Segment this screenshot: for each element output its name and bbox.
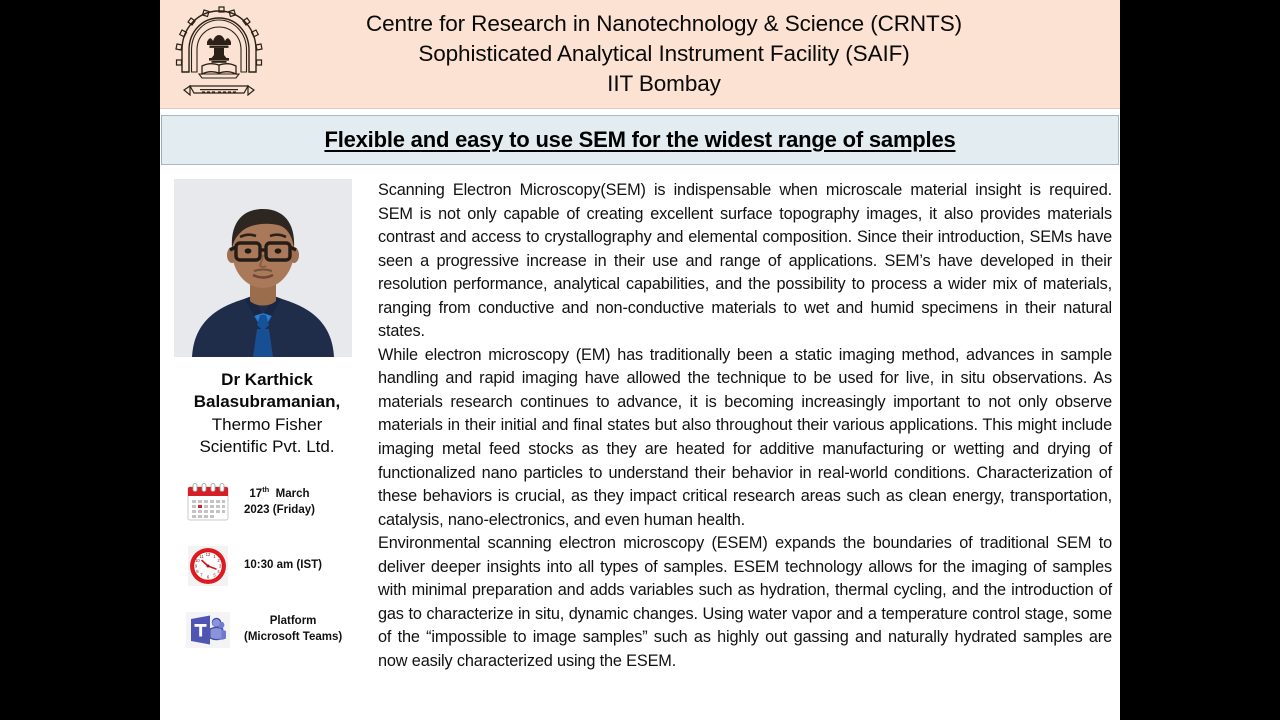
iitb-emblem-icon [173, 6, 265, 102]
svg-text:8: 8 [196, 568, 199, 574]
talk-title: Flexible and easy to use SEM for the widest range of samples [324, 127, 956, 152]
platform-value: (Microsoft Teams) [244, 630, 343, 643]
slide-header [160, 0, 1120, 109]
svg-text:3: 3 [218, 563, 222, 569]
speaker-name-line-2: Balasubramanian, [193, 392, 341, 412]
svg-text:4: 4 [217, 568, 220, 574]
speaker-org-line-2: Scientific Pvt. Ltd. [199, 437, 335, 457]
event-time-row [174, 545, 368, 587]
svg-text:6: 6 [206, 574, 210, 580]
event-platform-text [244, 614, 342, 645]
speaker-portrait-illustration [174, 179, 352, 357]
abstract-paragraph-1: Scanning Electron Microscopy(SEM) is indispensable when microscale material insight is required. SEM is not only capable of creating excellent surface topography images, it also provides materials contrast and access to crystallography and elemental composition. Since their introduction, SEMs have seen a progressive increase in their use and range of applications. SEM’s have developed in their resolution performance, analytical capabilities, and the possibility to process a wider mix of materials, ranging from conductive and non-conductive materials to wet and humid specimens in their natural states. [378, 181, 1112, 341]
clock-icon [182, 545, 234, 587]
speaker-org-line-1: Thermo Fisher [211, 414, 323, 434]
presentation-slide [160, 0, 1120, 720]
microsoft-teams-icon [182, 609, 234, 651]
event-date-text [244, 485, 315, 518]
speaker-column [160, 179, 368, 720]
speaker-photo [174, 179, 352, 357]
svg-text:1: 1 [213, 553, 216, 559]
header-line-3: IIT Bombay [607, 70, 721, 96]
svg-text:2: 2 [217, 557, 220, 563]
iitb-logo [160, 2, 278, 106]
talk-title-band [161, 115, 1119, 165]
platform-label: Platform [269, 615, 317, 628]
event-date-row [174, 481, 368, 523]
svg-text:12: 12 [205, 551, 211, 557]
event-date-year: 2023 (Friday) [244, 503, 315, 516]
abstract-column [368, 179, 1120, 720]
speaker-details [174, 369, 360, 459]
svg-text:9: 9 [194, 563, 198, 569]
event-time-text: 10:30 am (IST) [244, 558, 322, 571]
svg-text:7: 7 [200, 572, 203, 578]
svg-text:5: 5 [213, 572, 216, 578]
event-date-day: 17 [249, 488, 263, 501]
header-line-2: Sophisticated Analytical Instrument Facility (SAIF) [418, 41, 910, 67]
event-date-month: March [275, 488, 310, 501]
abstract-paragraph-2: While electron microscopy (EM) has traditionally been a static imaging method, advances in sample handling and rapid imaging have allowed the technique to be used for live, in situ observations. As materials research continues to advance, it is becoming increasingly important to not only observe materials in their initial and final states but also throughout their various applications. This might include imaging metal feed stocks as they are heated for additive manufacturing or wetting and drying of functionalized nano particles to understand their behavior in real-world conditions. Characterization of these behaviors is crucial, as they impact critical research areas such as clean energy, transportation, catalysis, nano-electronics, and even human health. [378, 345, 1112, 529]
slide-body [160, 165, 1120, 720]
event-date-day-suffix: th [262, 485, 270, 495]
abstract-paragraph-3: Environmental scanning electron microscopy (ESEM) expands the boundaries of traditional SEM to deliver deeper insights into all types of samples. ESEM technology allows for the imaging of samples with minimal preparation and adds variables such as hydration, thermal cycling, and the introduction of gas to characterize in situ, dynamic changes. Using water vapor and a temperature control stage, some of the “impossible to image samples” such as highly out gassing and naturally hydrated samples are now easily characterized using the ESEM. [378, 534, 1112, 670]
svg-text:10: 10 [195, 557, 200, 563]
event-platform-row [174, 609, 368, 651]
header-title-block [278, 9, 1120, 98]
svg-text:11: 11 [199, 553, 204, 559]
speaker-name-line-1: Dr Karthick [221, 370, 313, 389]
header-line-1: Centre for Research in Nanotechnology & Science (CRNTS) [365, 11, 962, 37]
calendar-icon [182, 481, 234, 523]
